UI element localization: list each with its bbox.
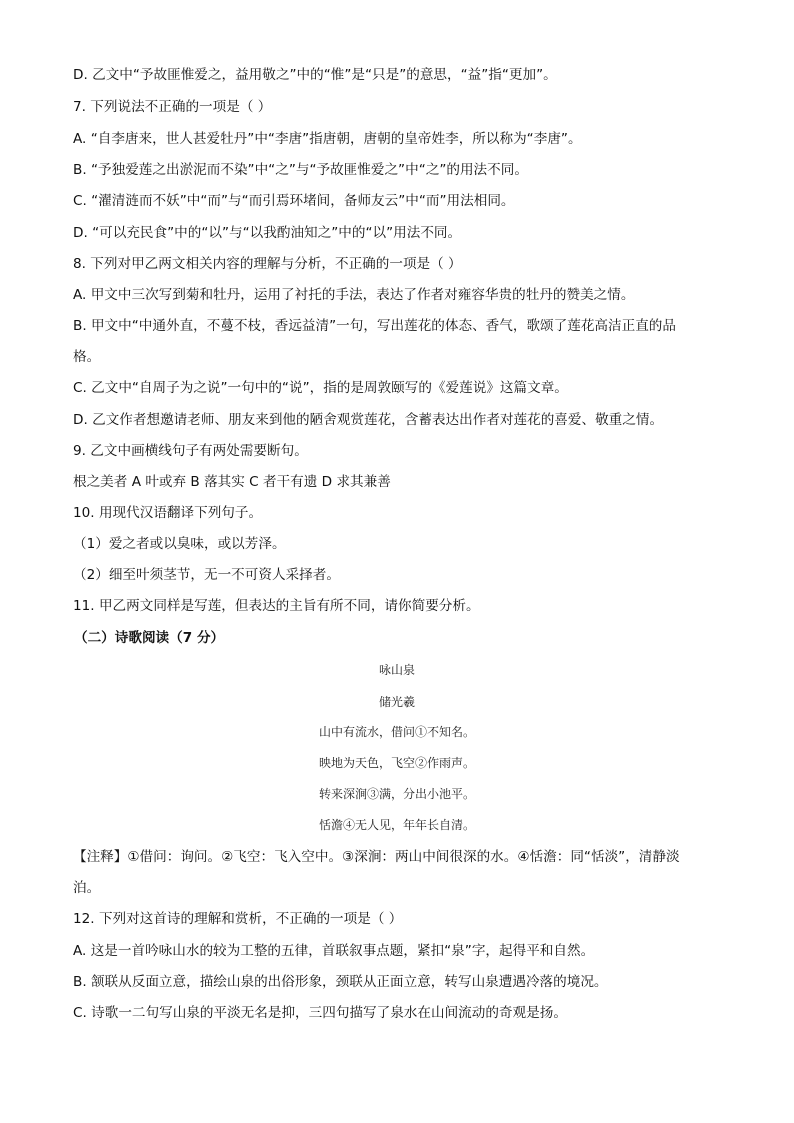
option-b-q12: B. 颔联从反面立意，描绘山泉的出俗形象，颈联从正面立意，转写山泉遭遇冷落的境况。	[73, 974, 608, 990]
question-7-stem: 7. 下列说法不正确的一项是（ ）	[73, 99, 272, 115]
option-b-q7: B. “予独爱莲之出淤泥而不染”中“之”与“予故匪惟爱之”中“之”的用法不同。	[73, 162, 528, 178]
option-c-q12: C. 诗歌一二句写山泉的平淡无名是抑，三四句描写了泉水在山间流动的奇观是扬。	[73, 1005, 567, 1021]
option-d-q7: D. “可以充民食”中的“以”与“以我酌油知之”中的“以”用法不同。	[73, 225, 462, 241]
question-9-stem: 9. 乙文中画横线句子有两处需要断句。	[73, 443, 308, 459]
option-a-q7: A. “自李唐来，世人甚爱牡丹”中“李唐”指唐朝，唐朝的皇帝姓李，所以称为“李唐”。	[73, 131, 582, 147]
poem-verse-4: 恬澹④无人见，年年长自清。	[318, 818, 475, 832]
poem-notes-continued: 泊。	[73, 880, 101, 896]
poem-title: 咏山泉	[378, 663, 415, 677]
option-d-q6: D. 乙文中“予故匪惟爱之，益用敬之”中的“惟”是“只是”的意思，“益”指“更加”。	[73, 67, 557, 83]
option-b-q8: B. 甲文中“中通外直，不蔓不枝，香远益清”一句，写出莲花的体态、香气，歌颂了莲花高洁正直的品	[73, 318, 676, 334]
question-10-stem: 10. 用现代汉语翻译下列句子。	[73, 505, 263, 521]
question-10-item-2: （2）细至叶须茎节，无一不可资人采择者。	[73, 567, 340, 583]
question-10-item-1: （1）爱之者或以臭味，或以芳泽。	[73, 536, 286, 552]
question-8-stem: 8. 下列对甲乙两文相关内容的理解与分析，不正确的一项是（ ）	[73, 256, 462, 272]
option-a-q8: A. 甲文中三次写到菊和牡丹，运用了衬托的手法，表达了作者对雍容华贵的牡丹的赞美之情。	[73, 287, 635, 303]
question-11-stem: 11. 甲乙两文同样是写莲，但表达的主旨有所不同，请你简要分析。	[73, 598, 480, 614]
question-12-stem: 12. 下列对这首诗的理解和赏析，不正确的一项是（ ）	[73, 911, 403, 927]
option-c-q7: C. “濯清涟而不妖”中“而”与“而引焉环堵间，备师友云”中“而”用法相同。	[73, 193, 515, 209]
poem-verse-3: 转来深涧③满，分出小池平。	[318, 787, 475, 801]
poem-verse-1: 山中有流水，借问①不知名。	[318, 725, 475, 739]
poem-verse-2: 映地为天色，飞空②作雨声。	[318, 756, 475, 770]
option-c-q8: C. 乙文中“自周子为之说”一句中的“说”，指的是周敦颐写的《爱莲说》这篇文章。	[73, 380, 568, 396]
poem-author: 储光羲	[378, 695, 415, 709]
option-b-q8-continued: 格。	[73, 349, 101, 365]
option-a-q12: A. 这是一首吟咏山水的较为工整的五律，首联叙事点题，紧扣“泉”字，起得平和自然。	[73, 943, 595, 959]
option-d-q8: D. 乙文作者想邀请老师、朋友来到他的陋舍观赏莲花，含蓄表达出作者对莲花的喜爱、敬重之情。	[73, 412, 664, 428]
question-9-sentence: 根之美者 A 叶或弃 B 落其实 C 者干有遗 D 求其兼善	[73, 474, 391, 490]
section-heading-poetry: （二）诗歌阅读（7 分）	[74, 630, 225, 646]
poem-notes: 【注释】①借问：询问。②飞空：飞入空中。③深涧：两山中间很深的水。④恬澹：同“恬淡”，清静淡	[73, 849, 680, 865]
